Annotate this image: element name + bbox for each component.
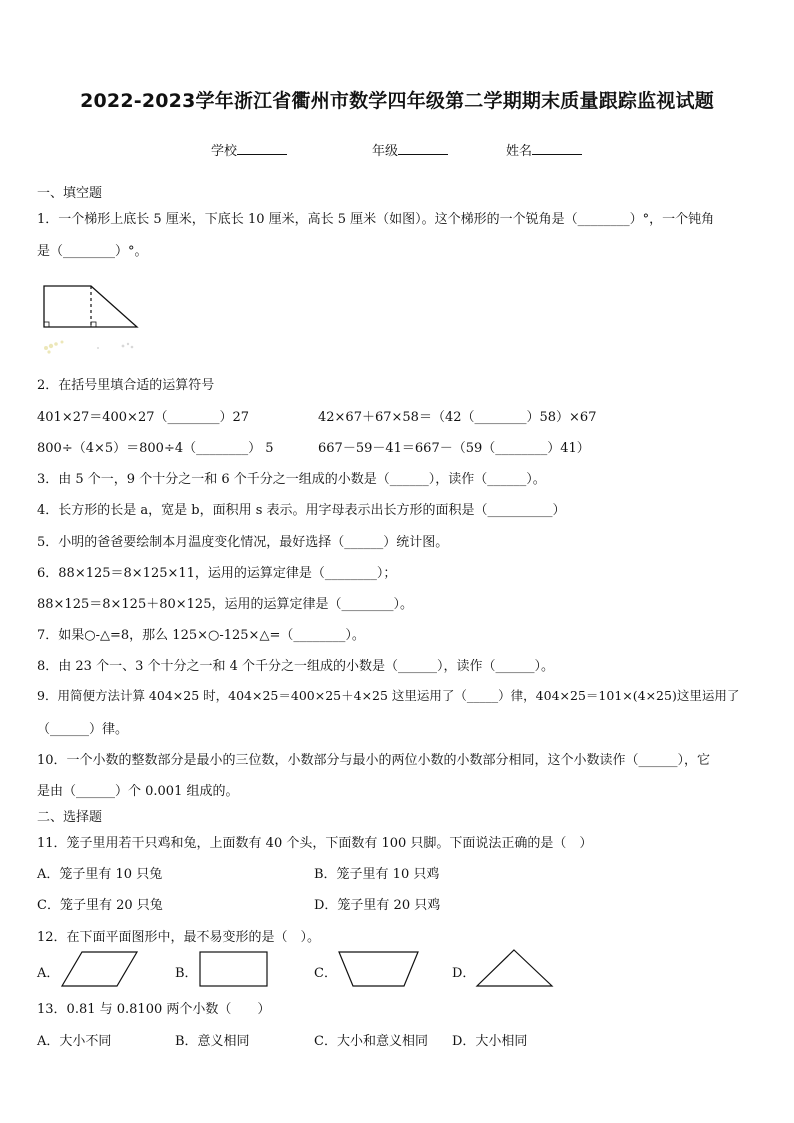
q2-row2-left: 800÷（4×5）＝800÷4（________） 5: [37, 441, 274, 456]
q11-stem: 11．笼子里用若干只鸡和兔，上面数有 40 个头，下面数有 100 只脚。下面说法正确的是（ ）: [37, 836, 593, 851]
q12-option-c: C．: [314, 966, 337, 981]
q4: 4．长方形的长是 a，宽是 b，面积用 s 表示。用字母表示出长方形的面积是（__________）: [37, 503, 566, 518]
q13-stem: 13．0.81 与 0.8100 两个小数（ ）: [37, 1002, 271, 1017]
q13-option-a: A．大小不同: [37, 1034, 112, 1049]
trapezoid-shape: [336, 948, 422, 990]
name-field: [506, 140, 582, 159]
q11-option-a: A．笼子里有 10 只兔: [37, 867, 163, 882]
q2-row1-left: 401×27＝400×27（________）27: [37, 410, 250, 425]
grade-label: 年级: [372, 144, 399, 159]
q6-line2: 88×125＝8×125＋80×125，运用的运算定律是（________）。: [37, 597, 413, 612]
q10-line1: 10．一个小数的整数部分是最小的三位数，小数部分与最小的两位小数的小数部分相同，这个小数读作（______），它: [37, 753, 711, 768]
name-blank: [532, 142, 582, 155]
q11-option-c: C．笼子里有 20 只兔: [37, 898, 163, 913]
school-label: 学校: [211, 144, 238, 159]
q1-line2: 是（________）°。: [37, 244, 148, 259]
rectangle-shape: [197, 948, 271, 990]
q12-stem: 12．在下面平面图形中，最不易变形的是（ ）。: [37, 930, 321, 945]
name-label: 姓名: [506, 144, 533, 159]
school-blank: [237, 142, 287, 155]
grade-field: [372, 140, 448, 159]
q12-option-d: D．: [452, 966, 476, 981]
q9-line1: 9．用简便方法计算 404×25 时，404×25＝400×25＋4×25 这里运用了（_____）律，404×25＝101×(4×25)这里运用了: [37, 688, 740, 703]
triangle-shape: [474, 946, 556, 990]
section-fill-in: 一、填空题: [37, 186, 103, 201]
q2-stem: 2．在括号里填合适的运算符号: [37, 378, 215, 393]
q7: 7．如果○-△=8，那么 125×○-125×△=（________）。: [37, 628, 365, 643]
q3: 3．由 5 个一，9 个十分之一和 6 个千分之一组成的小数是（______），读作（______）。: [37, 472, 546, 487]
trapezoid-figure: [38, 278, 142, 358]
q8: 8．由 23 个一、3 个十分之一和 4 个千分之一组成的小数是（______），读作（______）。: [37, 659, 555, 674]
q1-line1: 1．一个梯形上底长 5 厘米，下底长 10 厘米，高长 5 厘米（如图）。这个梯形的一个锐角是（________）°，一个钝角: [37, 212, 715, 227]
q6-line1: 6．88×125＝8×125×11，运用的运算定律是（________）；: [37, 566, 397, 581]
grade-blank: [398, 142, 448, 155]
q9-line2: （______）律。: [37, 722, 129, 737]
q2-row2-right: 667－59－41＝667－（59（________）41）: [318, 441, 590, 456]
q13-option-d: D．大小相同: [452, 1034, 528, 1049]
q10-line2: 是由（______）个 0.001 组成的。: [37, 784, 239, 799]
q12-option-a: A．: [37, 966, 60, 981]
q5: 5．小明的爸爸要绘制本月温度变化情况，最好选择（______）统计图。: [37, 535, 449, 550]
section-multiple-choice: 二、选择题: [37, 810, 103, 825]
q12-option-b: B．: [175, 966, 198, 981]
school-field: [211, 140, 287, 159]
page-title: 2022-2023学年浙江省衢州市数学四年级第二学期期末质量跟踪监视试题: [80, 90, 714, 112]
parallelogram-shape: [60, 948, 140, 990]
q11-option-d: D．笼子里有 20 只鸡: [314, 898, 441, 913]
q2-row1-right: 42×67＋67×58＝（42（________）58）×67: [318, 410, 597, 425]
q13-option-b: B．意义相同: [175, 1034, 250, 1049]
q11-option-b: B．笼子里有 10 只鸡: [314, 867, 440, 882]
q13-option-c: C．大小和意义相同: [314, 1034, 428, 1049]
